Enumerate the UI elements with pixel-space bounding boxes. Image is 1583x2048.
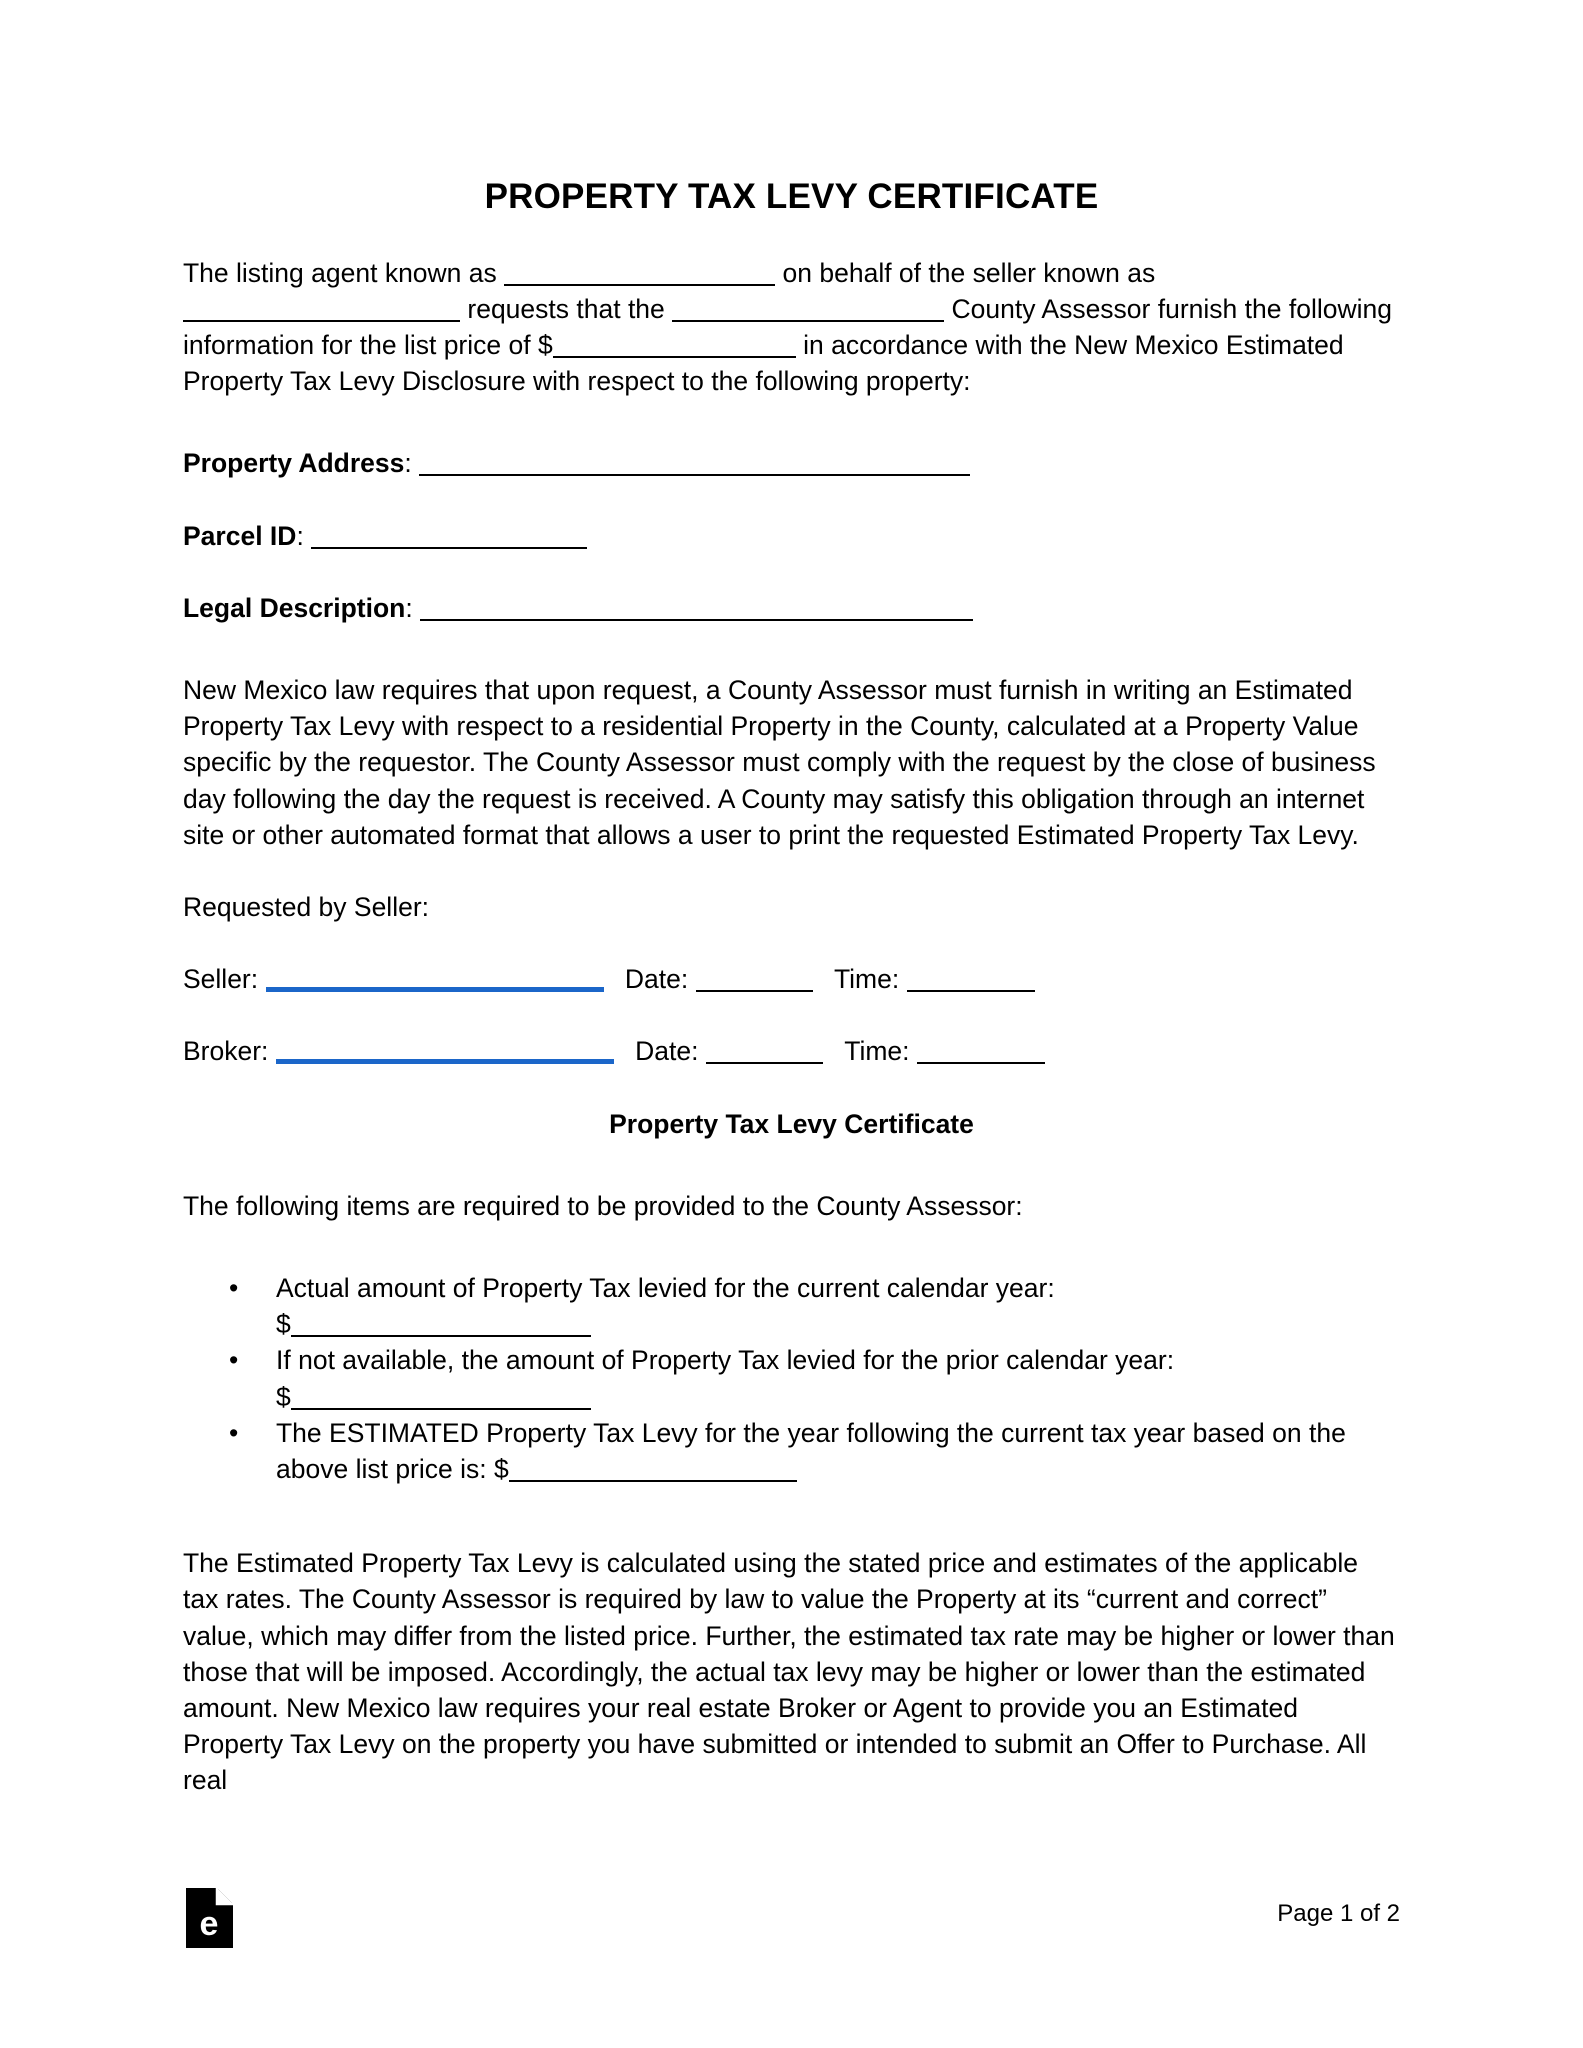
property-address-blank[interactable]	[419, 449, 970, 476]
broker-time-label: Time:	[844, 1036, 910, 1067]
prior-year-amount-blank[interactable]	[291, 1383, 591, 1410]
required-items-list	[183, 1270, 1400, 1487]
estimated-levy-blank[interactable]	[509, 1455, 797, 1482]
closing-paragraph: The Estimated Property Tax Levy is calculated using the stated price and estimates of the applicable tax rates. The County Assessor is required by law to value the Property at its “current and correct” value, which may differ from the listed price. Further, the estimated tax rate may be higher or lower than those that will be imposed. Accordingly, the actual tax levy may be higher or lower than the estimated amount. New Mexico law requires your real estate Broker or Agent to provide you an Estimated Property Tax Levy on the property you have submitted or intended to submit an Offer to Purchase. All real	[183, 1548, 1395, 1796]
spacer	[183, 399, 1400, 445]
intro-segment-4: County Assessor furnish the following information for the list price of	[183, 293, 1392, 360]
spacer	[183, 1224, 1400, 1270]
intro-segment-2: on behalf of the seller known as	[782, 257, 1156, 288]
spacer	[183, 1070, 1400, 1106]
page-title: PROPERTY TAX LEVY CERTIFICATE	[484, 177, 1099, 216]
county-blank[interactable]	[672, 295, 944, 322]
page-footer	[0, 1880, 1583, 1990]
list-item	[183, 1342, 1400, 1414]
spacer	[183, 997, 1400, 1033]
list-item-text: If not available, the amount of Property Tax levied for the prior calendar year:	[276, 1345, 1175, 1376]
seller-time-label: Time:	[833, 964, 900, 995]
seller-name-blank[interactable]	[183, 295, 460, 322]
law-paragraph: New Mexico law requires that upon request, a County Assessor must furnish in writing an Estimated Property Tax Levy with respect to a residential Property in the County, calculated at a Property Value specific by the requestor. The County Assessor must comply with the request by the close of business day following the day the request is received. A County may satisfy this obligation through an internet site or other automated format that allows a user to print the requested Estimated Property Tax Levy.	[183, 674, 1376, 850]
spacer	[183, 482, 1400, 518]
seller-date-blank[interactable]	[696, 965, 813, 992]
list-item	[183, 1415, 1400, 1487]
listing-agent-blank[interactable]	[504, 259, 775, 286]
intro-dollar-sign: $	[537, 329, 553, 360]
eforms-logo-icon	[186, 1888, 233, 1948]
bullet-icon: •	[229, 1272, 239, 1303]
spacer	[183, 554, 1400, 590]
intro-segment-6: in accordance with the New Mexico Estimated Property Tax Levy Disclosure with respect to the following property:	[183, 329, 1344, 397]
colon-3: :	[405, 592, 413, 623]
broker-time-blank[interactable]	[917, 1037, 1045, 1064]
parcel-id-label: Parcel ID	[183, 520, 297, 551]
bullet-icon: •	[229, 1345, 239, 1376]
list-item-text: Actual amount of Property Tax levied for the current calendar year:	[276, 1272, 1055, 1303]
seller-signature-blank[interactable]	[266, 962, 604, 992]
broker-signature-blank[interactable]	[276, 1034, 614, 1064]
legal-description-row	[183, 590, 1400, 626]
colon-2: :	[296, 520, 304, 551]
spacer	[183, 853, 1400, 889]
legal-description-blank[interactable]	[420, 594, 973, 621]
spacer	[183, 626, 1400, 672]
requested-by-seller-label: Requested by Seller:	[183, 891, 430, 922]
intro-paragraph	[183, 255, 1400, 400]
items-intro-text: The following items are required to be provided to the County Assessor:	[183, 1190, 1023, 1221]
colon-1: :	[404, 448, 412, 479]
legal-description-label: Legal Description	[183, 592, 406, 623]
spacer	[183, 1142, 1400, 1188]
property-address-row	[183, 445, 1400, 481]
list-item-dollar: $	[276, 1381, 291, 1412]
parcel-id-row	[183, 518, 1400, 554]
seller-time-blank[interactable]	[907, 965, 1035, 992]
parcel-id-blank[interactable]	[311, 522, 587, 549]
list-price-blank[interactable]	[553, 331, 796, 358]
current-year-amount-blank[interactable]	[291, 1310, 591, 1337]
broker-signature-row	[183, 1033, 1400, 1069]
seller-signature-row	[183, 961, 1400, 997]
list-item-dollar: $	[494, 1453, 509, 1484]
broker-date-label: Date:	[635, 1036, 699, 1067]
intro-segment-3: requests that the	[467, 293, 665, 324]
page-number: Page 1 of 2	[1277, 1900, 1400, 1927]
spacer	[183, 1487, 1400, 1545]
broker-date-blank[interactable]	[706, 1037, 823, 1064]
seller-date-label: Date:	[624, 964, 689, 995]
list-item	[183, 1270, 1400, 1342]
property-address-label: Property Address	[183, 448, 405, 479]
list-item-text: The ESTIMATED Property Tax Levy for the year following the current tax year based on the above list price is:	[276, 1417, 1346, 1484]
bullet-icon: •	[229, 1417, 239, 1448]
list-item-dollar: $	[276, 1309, 291, 1340]
document-content	[183, 0, 1400, 1799]
eforms-logo-letter: e	[199, 1905, 219, 1943]
intro-segment-1: The listing agent known as	[183, 257, 497, 288]
broker-label: Broker:	[183, 1036, 269, 1067]
certificate-sub-heading: Property Tax Levy Certificate	[609, 1108, 974, 1139]
spacer	[183, 925, 1400, 961]
seller-label: Seller:	[183, 964, 259, 995]
